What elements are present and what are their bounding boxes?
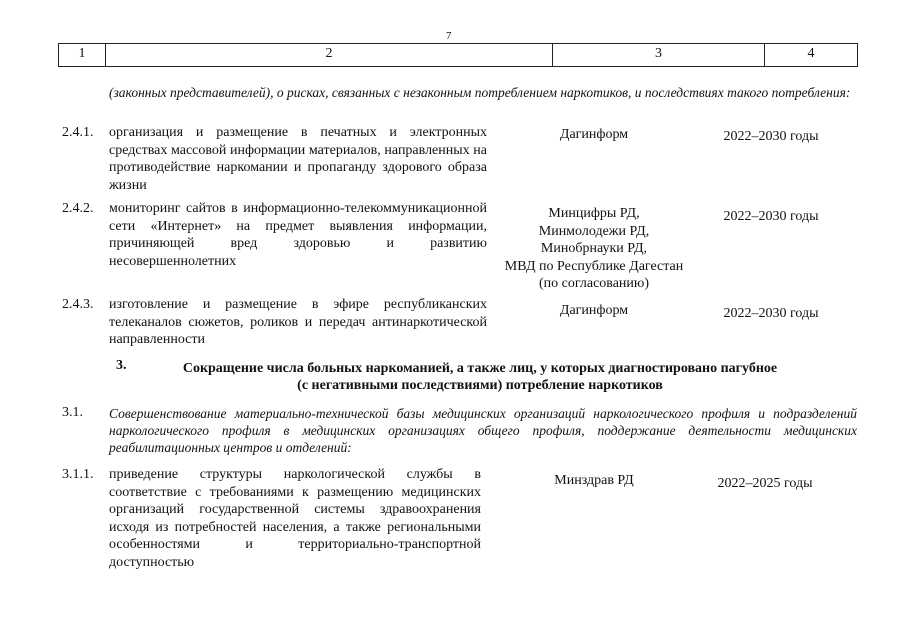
row-period: 2022–2030 годы xyxy=(723,209,819,224)
row-text: изготовление и размещение в эфире республиканских телеканалов сюжетов, роликов и передач антинаркотической направленности xyxy=(109,297,487,347)
section-title xyxy=(140,360,820,394)
section-title-line: Сокращение числа больных наркоманией, а также лиц, у которых диагностировано пагубное xyxy=(182,361,778,376)
row-executor: Минздрав РД xyxy=(554,473,634,488)
row-period: 2022–2030 годы xyxy=(723,306,819,321)
subsection-text: Совершенствование материально-технической базы медицинских организаций наркологического профиля и подразделений наркологического профиля в медицинских организациях общего профиля, поддержание деятельности медицинских реабилитационных центров и отделений: xyxy=(109,406,857,455)
row-number: 3.1.1. xyxy=(62,467,94,482)
column-header-1: 1 xyxy=(59,44,106,66)
executor-line: Минцифры РД, xyxy=(548,206,640,221)
intro-continuation: (законных представителей), о рисках, связанных с незаконным потреблением наркотиков, и последствиях такого потребления: xyxy=(109,85,851,100)
row-executor xyxy=(494,302,694,320)
row-period: 2022–2025 годы xyxy=(717,476,813,491)
page-number: 7 xyxy=(446,30,452,42)
column-header-row xyxy=(58,43,858,67)
row-executor xyxy=(494,205,694,293)
executor-line: МВД по Республике Дагестан xyxy=(504,258,684,274)
row-number: 2.4.2. xyxy=(62,201,94,216)
row-text: приведение структуры наркологической службы в соответствие с требованиями к размещению медицинских организаций государственной системы здравоохранения исходя из потребностей населения, а также региональными особенностями и территориально-транспортной доступностью xyxy=(109,467,481,570)
row-text: организация и размещение в печатных и электронных средствах массовой информации материалов, направленных на противодействие наркомании и пропаганду здорового образа жизни xyxy=(109,125,487,193)
executor-line: Дагинформ xyxy=(559,303,629,318)
subsection-number: 3.1. xyxy=(62,405,83,420)
row-period: 2022–2030 годы xyxy=(723,129,819,144)
row-number: 2.4.1. xyxy=(62,125,94,140)
executor-line: Минмолодежи РД, xyxy=(538,223,650,239)
executor-line: Минобрнауки РД, xyxy=(540,241,648,256)
section-number: 3. xyxy=(116,358,127,373)
row-number: 2.4.3. xyxy=(62,297,94,312)
row-text: мониторинг сайтов в информационно-телекоммуникационной сети «Интернет» на предмет выявления информации, причиняющей вред здоровью и развитию несовершеннолетних xyxy=(109,201,487,269)
column-header-4: 4 xyxy=(807,46,815,61)
column-header-3: 3 xyxy=(553,44,765,66)
executor-line: (по согласованию) xyxy=(538,276,650,291)
section-title-line: (с негативными последствиями) потребление наркотиков xyxy=(297,378,663,393)
executor-line: Дагинформ xyxy=(559,127,629,142)
row-executor xyxy=(494,126,694,144)
column-header-2: 2 xyxy=(106,44,553,66)
